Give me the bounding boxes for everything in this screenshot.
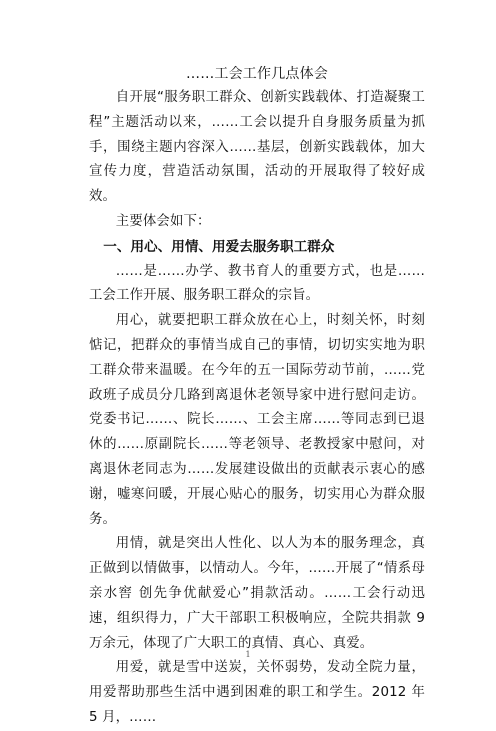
section-paragraph: 用心，就要把职工群众放在心上，时刻关怀，时刻惦记，把群众的事情当成自己的事情，切切实实地为职工群众带来温暖。在今年的五一国际劳动节前，……党政班子成员分几路到离退休老领导家中进行慰问走访。党委书记……、院长……、工会主席……等同志到已退休的……原副院长……等老领导、老教授家中慰问，对离退休老同志为……发展建设做出的贡献表示衷心的感谢，嘘寒问暖，开展心贴心的服务，切实用心为群众服务。 xyxy=(89,313,425,527)
intro-paragraph: 自开展“服务职工群众、创新实践载体、打造凝聚工程”主题活动以来，……工会以提升自身服务质量为抓手，围绕主题内容深入……基层，创新实践载体，加大宣传力度，营造活动氛围，活动的开展取得了较好成效。 xyxy=(89,90,425,205)
section-paragraph: 用爱，就是雪中送炭，关怀弱势，发动全院力量，用爱帮助那些生活中遇到困难的职工和学生。2012 年 5 月，…… xyxy=(89,660,425,725)
document-title: ……工会工作几点体会 xyxy=(186,66,328,82)
section-heading-1: 一、用心、用情、用爱去服务职工群众 xyxy=(103,238,335,255)
page-number: 1 xyxy=(245,650,251,659)
document-body xyxy=(89,62,425,731)
section-paragraph: ……是……办学、教书育人的重要方式，也是……工会工作开展、服务职工群众的宗旨。 xyxy=(89,263,425,304)
summary-lead-paragraph: 主要体会如下： xyxy=(115,213,211,229)
section-paragraph: 用情，就是突出人性化、以人为本的服务理念，真正做到以情做事，以情动人。今年，……开展了“情系母亲水窖 创先争优献爱心”捐款活动。……工会行动迅速，组织得力，广大干部职工积极响应，全院共捐款 9 万余元，体现了广大职工的真情、真心、真爱。 xyxy=(89,536,425,651)
